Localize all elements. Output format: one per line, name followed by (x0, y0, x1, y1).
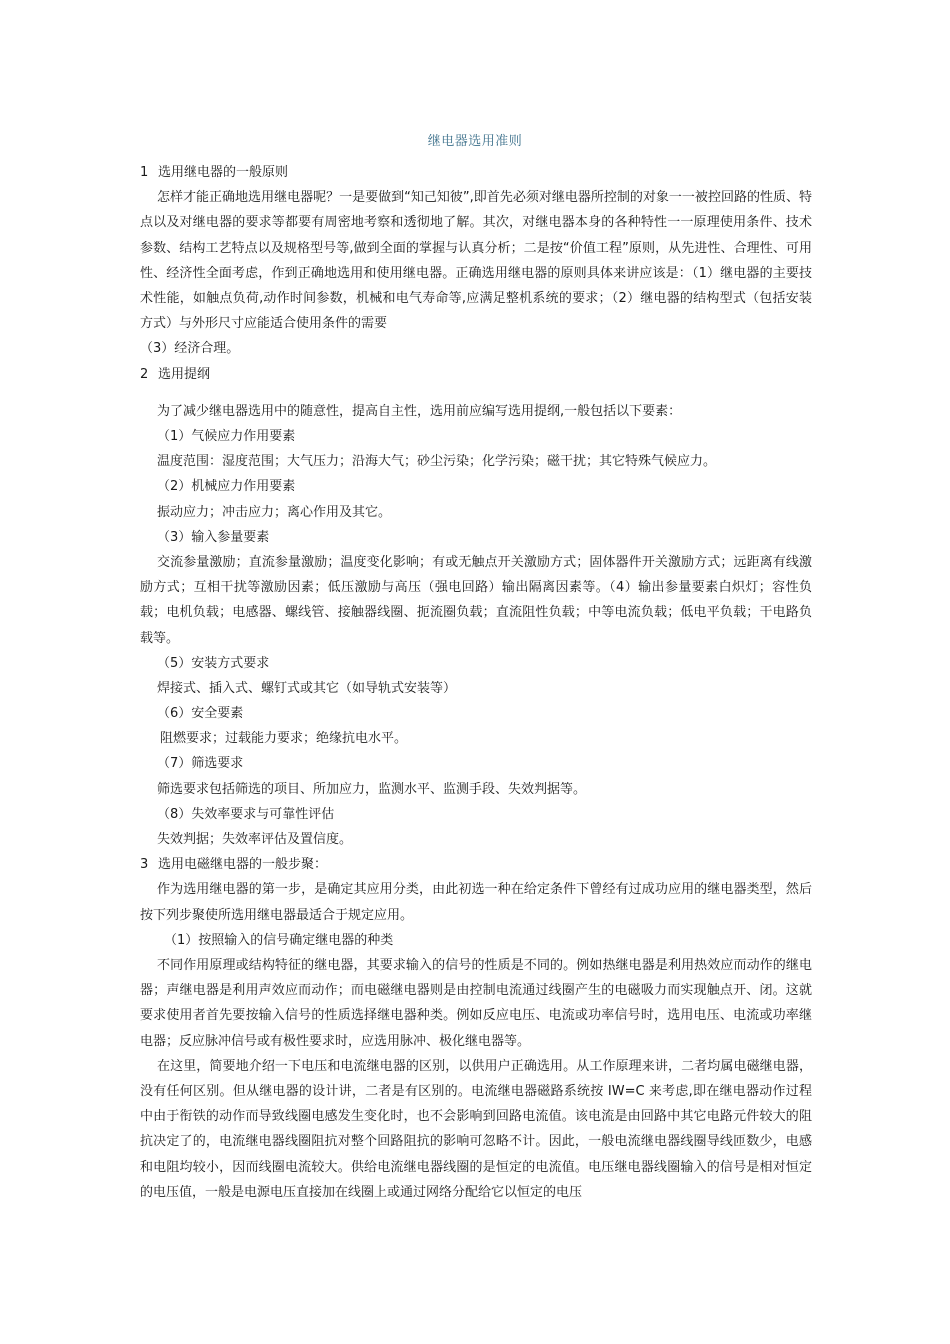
item-heading: （7）筛选要求 (157, 756, 244, 772)
section-2-heading (140, 362, 812, 387)
section-number: 1 (140, 165, 149, 180)
item-text: 焊接式、插入式、螺钉式或其它（如导轨式安装等） (157, 680, 457, 696)
item-heading: （1）气候应力作用要素 (157, 428, 296, 444)
section-3-heading (140, 852, 812, 877)
section-3-paragraph-3: 在这里，简要地介绍一下电压和电流继电器的区别，以供用户正确选用。从工作原理来讲，二者均属电磁继电器，没有任何区别。但从继电器的设计讲，二者是有区别的。电流继电器磁路系统按 IW=C 来考虑,即在继电器动作过程中由于衔铁的动作而导致线圈电感发生变化时，也不会影响到回路电流值。该电流是由回路中其它电路元件较大的阻抗决定了的，电流继电器线圈阻抗对整个回路阻抗的影响可忽略不计。因此，一般电流继电器线圈导线匝数少，电感和电阻均较小，因而线圈电流较大。供给电流继电器线圈的是恒定的电流值。电压继电器线圈输入的信号是相对恒定的电压值，一般是电源电压直接加在线圈上或通过网络分配给它以恒定的电压 (140, 1058, 812, 1200)
section-3-paragraph-2: 不同作用原理或结构特征的继电器，其要求输入的信号的性质是不同的。例如热继电器是利用热效应而动作的继电器；声继电器是利用声效应而动作；而电磁继电器则是由控制电流通过线圈产生的电磁吸力而实现触点开、闭。这就要求使用者首先要按输入信号的性质选择继电器种类。例如反应电压、电流或功率信号时，选用电压、电流或功率继电器；反应脉冲信号或有极性要求时，应选用脉冲、极化继电器等。 (140, 958, 812, 1049)
section-3-paragraph-1: 作为选用继电器的第一步，是确定其应用分类，由此初选一种在给定条件下曾经有过成功应用的继电器类型，然后按下列步聚使所选用继电器最适合于规定应用。 (140, 882, 812, 923)
spacer (140, 387, 812, 399)
item-text: 筛选要求包括筛选的项目、所加应力，监测水平、监测手段、失效判据等。 (157, 781, 587, 797)
section-title: 选用提纲 (158, 366, 211, 382)
item-heading: （8）失效率要求与可靠性评估 (157, 806, 335, 822)
item-heading: （1）按照输入的信号确定继电器的种类 (164, 932, 394, 948)
item-heading: （5）安装方式要求 (157, 655, 270, 671)
document-body (140, 160, 812, 1205)
item-text: 阻燃要求；过载能力要求；绝缘抗电水平。 (160, 731, 408, 747)
section-1-item-3: （3）经济合理。 (140, 341, 240, 357)
item-heading: （3）输入参量要素 (157, 529, 270, 545)
item-heading: （6）安全要素 (157, 706, 244, 722)
section-1-paragraph: 怎样才能正确地选用继电器呢？一是要做到“知己知彼”,即首先必须对继电器所控制的对象一一被控回路的性质、特点以及对继电器的要求等都要有周密地考察和透彻地了解。其次，对继电器本身的各种特性一一原理使用条件、技术参数、结构工艺特点以及规格型号等,做到全面的掌握与认真分析；二是按“价值工程”原则，从先进性、合理性、可用性、经济性全面考虑，作到正确地选用和使用继电器。正确选用继电器的原则具体来讲应该是：（1）继电器的主要技术性能，如触点负荷,动作时间参数，机械和电气寿命等,应满足整机系统的要求；（2）继电器的结构型式（包括安装方式）与外形尺寸应能适合使用条件的需要 (140, 190, 812, 332)
item-text: 振动应力；冲击应力；离心作用及其它。 (157, 504, 392, 520)
document-title: 继电器选用准则 (427, 134, 523, 149)
item-text: 交流参量激励；直流参量激励；温度变化影响；有或无触点开关激励方式；固体器件开关激励方式；远距离有线激励方式；互相干扰等激励因素；低压激励与高压（强电回路）输出隔离因素等。（4）输出参量要素白炽灯；容性负载；电机负载；电感器、螺线管、接触器线圈、扼流圈负载；直流阻性负载；中等电流负载；低电平负载；干电路负载等。 (140, 554, 812, 646)
section-title: 选用电磁继电器的一般步聚： (158, 857, 328, 873)
item-heading: （2）机械应力作用要素 (157, 479, 296, 495)
item-text: 失效判据；失效率评估及置信度。 (157, 832, 353, 848)
section-number: 2 (140, 366, 149, 382)
section-1-heading (140, 160, 812, 185)
section-number: 3 (140, 857, 149, 873)
section-2-intro: 为了减少继电器选用中的随意性，提高自主性，选用前应编写选用提纲,一般包括以下要素： (157, 403, 682, 419)
item-text: 温度范围：湿度范围；大气压力；沿海大气；砂尘污染；化学污染；磁干扰；其它特殊气候应力。 (157, 454, 717, 470)
section-title: 选用继电器的一般原则 (158, 165, 289, 180)
